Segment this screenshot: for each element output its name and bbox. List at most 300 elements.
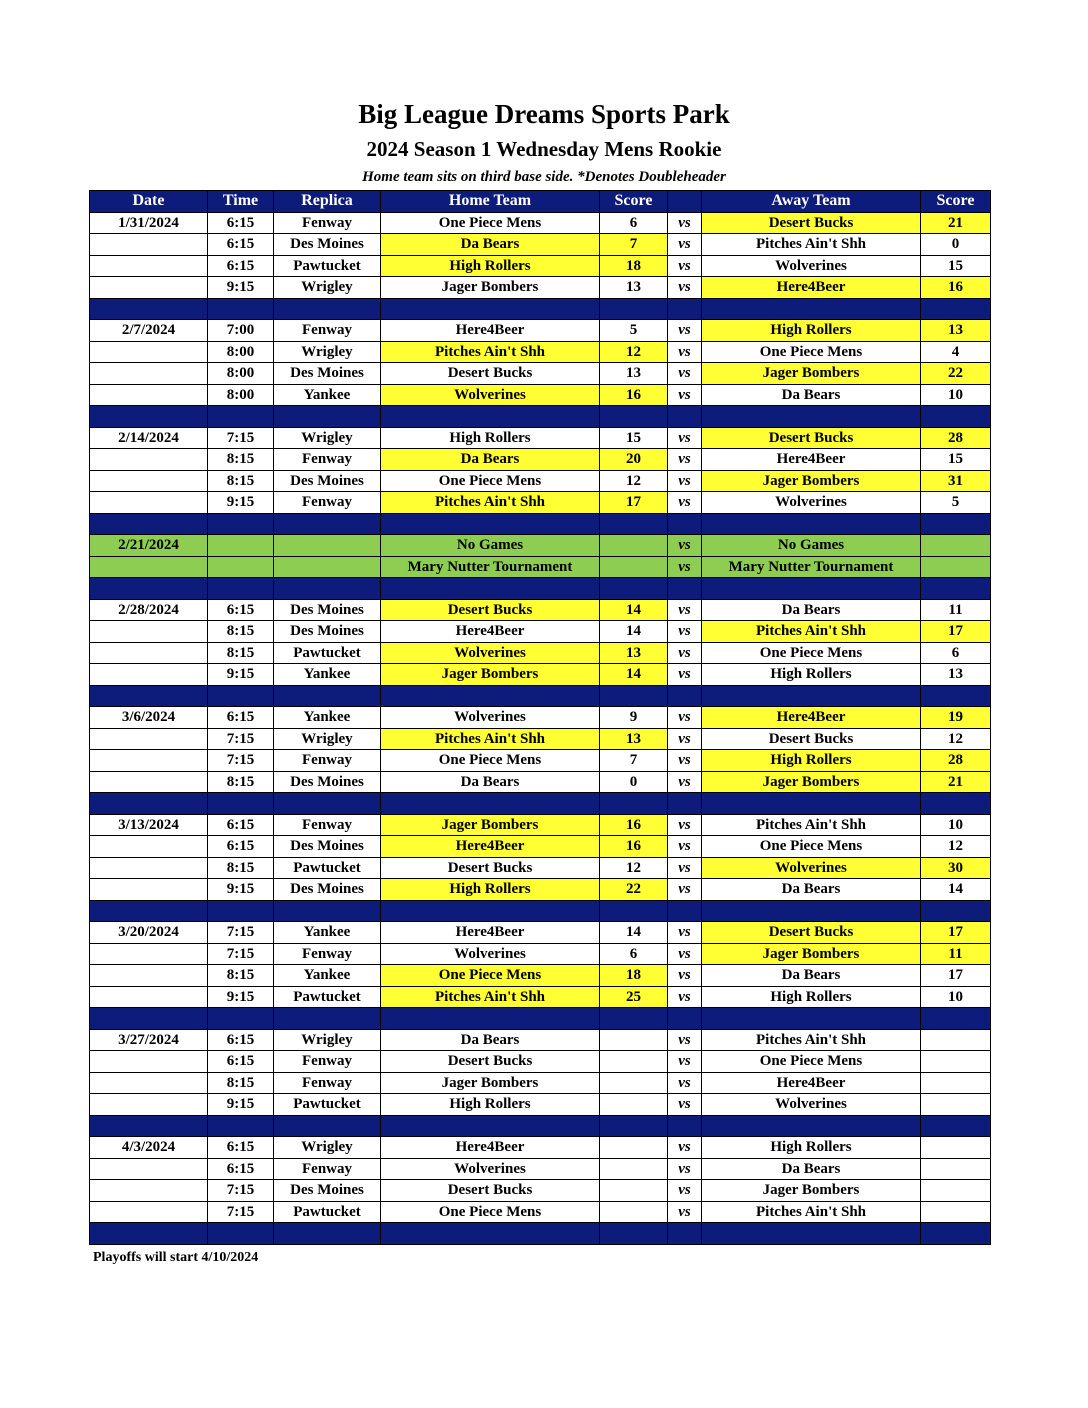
- away-team: High Rollers: [702, 664, 921, 686]
- away-score: [921, 1029, 991, 1051]
- game-row: [90, 384, 991, 406]
- game-time: 7:15: [208, 922, 274, 944]
- game-date: [90, 836, 208, 858]
- separator-cell: [274, 578, 381, 600]
- home-team: Pitches Ain't Shh: [381, 986, 600, 1008]
- away-team: Jager Bombers: [702, 1180, 921, 1202]
- home-team: Jager Bombers: [381, 664, 600, 686]
- home-team: Wolverines: [381, 943, 600, 965]
- away-score: 17: [921, 621, 991, 643]
- away-team: Desert Bucks: [702, 212, 921, 234]
- home-team: Here4Beer: [381, 1137, 600, 1159]
- vs-label: vs: [668, 599, 702, 621]
- game-field: Des Moines: [274, 470, 381, 492]
- col-time: Time: [208, 191, 274, 213]
- game-date: [90, 384, 208, 406]
- away-score: 21: [921, 771, 991, 793]
- vs-label: vs: [668, 427, 702, 449]
- game-field: Des Moines: [274, 879, 381, 901]
- away-team: Da Bears: [702, 599, 921, 621]
- game-time: 6:15: [208, 814, 274, 836]
- separator-cell: [600, 1115, 668, 1137]
- game-row: [90, 234, 991, 256]
- game-time: 9:15: [208, 986, 274, 1008]
- home-score: 7: [600, 234, 668, 256]
- away-score: [921, 1158, 991, 1180]
- home-team: Wolverines: [381, 1158, 600, 1180]
- home-team: One Piece Mens: [381, 750, 600, 772]
- game-row: [90, 707, 991, 729]
- separator-cell: [921, 298, 991, 320]
- vs-label: vs: [668, 642, 702, 664]
- home-team: Pitches Ain't Shh: [381, 728, 600, 750]
- separator-cell: [921, 406, 991, 428]
- game-date: [90, 943, 208, 965]
- game-row: [90, 212, 991, 234]
- away-team: Pitches Ain't Shh: [702, 1201, 921, 1223]
- separator-cell: [381, 1223, 600, 1245]
- away-team: One Piece Mens: [702, 341, 921, 363]
- home-score: 6: [600, 212, 668, 234]
- game-date: 2/14/2024: [90, 427, 208, 449]
- home-score: 18: [600, 255, 668, 277]
- separator-cell: [274, 793, 381, 815]
- away-score: 11: [921, 943, 991, 965]
- game-date: [90, 234, 208, 256]
- vs-label: vs: [668, 470, 702, 492]
- separator-cell: [702, 1223, 921, 1245]
- away-team: Desert Bucks: [702, 427, 921, 449]
- away-score: 6: [921, 642, 991, 664]
- col-date: Date: [90, 191, 208, 213]
- game-row: [90, 277, 991, 299]
- away-score: 12: [921, 836, 991, 858]
- game-time: [208, 535, 274, 557]
- separator-cell: [668, 513, 702, 535]
- game-field: [274, 556, 381, 578]
- vs-label: vs: [668, 1051, 702, 1073]
- separator-cell: [600, 1223, 668, 1245]
- game-row: [90, 750, 991, 772]
- no-games-row: [90, 556, 991, 578]
- game-time: 9:15: [208, 492, 274, 514]
- game-row: [90, 470, 991, 492]
- game-row: [90, 986, 991, 1008]
- game-field: Fenway: [274, 943, 381, 965]
- away-team: Desert Bucks: [702, 728, 921, 750]
- home-team: Da Bears: [381, 449, 600, 471]
- away-team: One Piece Mens: [702, 1051, 921, 1073]
- separator-cell: [90, 1115, 208, 1137]
- no-games-row: [90, 535, 991, 557]
- home-team: Wolverines: [381, 642, 600, 664]
- game-field: [274, 535, 381, 557]
- away-score: 10: [921, 814, 991, 836]
- separator-cell: [208, 298, 274, 320]
- separator-cell: [274, 406, 381, 428]
- game-field: Fenway: [274, 1158, 381, 1180]
- separator-cell: [668, 1008, 702, 1030]
- separator-cell: [702, 1008, 921, 1030]
- game-row: [90, 492, 991, 514]
- game-date: [90, 255, 208, 277]
- game-date: [90, 492, 208, 514]
- game-time: 6:15: [208, 255, 274, 277]
- vs-label: vs: [668, 728, 702, 750]
- separator-cell: [208, 1223, 274, 1245]
- home-score: 12: [600, 341, 668, 363]
- game-row: [90, 427, 991, 449]
- away-team: Pitches Ain't Shh: [702, 1029, 921, 1051]
- away-score: 4: [921, 341, 991, 363]
- game-field: Pawtucket: [274, 642, 381, 664]
- away-team: Wolverines: [702, 857, 921, 879]
- game-time: 7:15: [208, 1201, 274, 1223]
- home-score: 6: [600, 943, 668, 965]
- week-separator: [90, 406, 991, 428]
- separator-cell: [274, 1115, 381, 1137]
- separator-cell: [274, 298, 381, 320]
- game-date: 2/28/2024: [90, 599, 208, 621]
- away-score: 13: [921, 664, 991, 686]
- away-team: High Rollers: [702, 750, 921, 772]
- separator-cell: [921, 685, 991, 707]
- home-team: Wolverines: [381, 707, 600, 729]
- away-team: Jager Bombers: [702, 771, 921, 793]
- home-team: Here4Beer: [381, 836, 600, 858]
- away-team: Here4Beer: [702, 449, 921, 471]
- separator-cell: [381, 1008, 600, 1030]
- away-team: Jager Bombers: [702, 943, 921, 965]
- home-team: Here4Beer: [381, 320, 600, 342]
- home-team: High Rollers: [381, 879, 600, 901]
- home-score: 25: [600, 986, 668, 1008]
- away-team: Jager Bombers: [702, 363, 921, 385]
- home-team: Da Bears: [381, 771, 600, 793]
- game-field: Fenway: [274, 1072, 381, 1094]
- game-date: [90, 664, 208, 686]
- game-date: [90, 449, 208, 471]
- game-date: 2/7/2024: [90, 320, 208, 342]
- separator-cell: [208, 406, 274, 428]
- away-score: 15: [921, 255, 991, 277]
- home-team: Pitches Ain't Shh: [381, 492, 600, 514]
- game-time: [208, 556, 274, 578]
- away-team: Pitches Ain't Shh: [702, 814, 921, 836]
- game-time: 6:15: [208, 1051, 274, 1073]
- home-score: 16: [600, 384, 668, 406]
- game-field: Yankee: [274, 664, 381, 686]
- vs-label: vs: [668, 814, 702, 836]
- col-vs: [668, 191, 702, 213]
- vs-label: vs: [668, 1137, 702, 1159]
- away-score: 12: [921, 728, 991, 750]
- vs-label: vs: [668, 234, 702, 256]
- away-team: Wolverines: [702, 492, 921, 514]
- away-score: [921, 1094, 991, 1116]
- separator-cell: [600, 685, 668, 707]
- separator-cell: [90, 406, 208, 428]
- separator-cell: [702, 900, 921, 922]
- home-score: [600, 1137, 668, 1159]
- separator-cell: [208, 1115, 274, 1137]
- home-score: 13: [600, 728, 668, 750]
- game-time: 8:15: [208, 470, 274, 492]
- game-row: [90, 1201, 991, 1223]
- home-score: 12: [600, 857, 668, 879]
- away-score: 28: [921, 750, 991, 772]
- game-field: Des Moines: [274, 836, 381, 858]
- home-team: Da Bears: [381, 1029, 600, 1051]
- week-separator: [90, 578, 991, 600]
- game-row: [90, 771, 991, 793]
- separator-cell: [90, 578, 208, 600]
- home-score: 20: [600, 449, 668, 471]
- home-team: Desert Bucks: [381, 857, 600, 879]
- home-team: One Piece Mens: [381, 470, 600, 492]
- game-row: [90, 728, 991, 750]
- home-score: [600, 1029, 668, 1051]
- home-score: 12: [600, 470, 668, 492]
- separator-cell: [208, 513, 274, 535]
- vs-label: vs: [668, 255, 702, 277]
- game-time: 8:15: [208, 857, 274, 879]
- separator-cell: [921, 1115, 991, 1137]
- game-time: 7:00: [208, 320, 274, 342]
- game-date: [90, 621, 208, 643]
- game-field: Fenway: [274, 449, 381, 471]
- home-team: Jager Bombers: [381, 277, 600, 299]
- game-row: [90, 879, 991, 901]
- game-field: Wrigley: [274, 427, 381, 449]
- away-score: [921, 1072, 991, 1094]
- game-date: [90, 986, 208, 1008]
- game-field: Fenway: [274, 492, 381, 514]
- vs-label: vs: [668, 363, 702, 385]
- game-field: Pawtucket: [274, 1094, 381, 1116]
- vs-label: vs: [668, 449, 702, 471]
- separator-cell: [381, 1115, 600, 1137]
- vs-label: vs: [668, 212, 702, 234]
- game-time: 8:15: [208, 449, 274, 471]
- separator-cell: [381, 793, 600, 815]
- away-team: Here4Beer: [702, 707, 921, 729]
- separator-cell: [600, 513, 668, 535]
- page-title: Big League Dreams Sports Park: [358, 99, 730, 129]
- away-score: 11: [921, 599, 991, 621]
- away-score: 30: [921, 857, 991, 879]
- home-team: Da Bears: [381, 234, 600, 256]
- col-away-score: Score: [921, 191, 991, 213]
- home-score: 14: [600, 599, 668, 621]
- week-separator: [90, 900, 991, 922]
- game-time: 7:15: [208, 750, 274, 772]
- away-team: Here4Beer: [702, 277, 921, 299]
- vs-label: vs: [668, 965, 702, 987]
- home-team: Desert Bucks: [381, 1180, 600, 1202]
- separator-cell: [921, 513, 991, 535]
- vs-label: vs: [668, 1180, 702, 1202]
- game-row: [90, 836, 991, 858]
- game-date: [90, 1201, 208, 1223]
- game-row: [90, 1137, 991, 1159]
- separator-cell: [381, 685, 600, 707]
- vs-label: vs: [668, 1029, 702, 1051]
- game-row: [90, 1051, 991, 1073]
- away-score: 15: [921, 449, 991, 471]
- vs-label: vs: [668, 1094, 702, 1116]
- separator-cell: [702, 1115, 921, 1137]
- vs-label: vs: [668, 535, 702, 557]
- game-row: [90, 363, 991, 385]
- separator-cell: [921, 1008, 991, 1030]
- home-team: Desert Bucks: [381, 599, 600, 621]
- away-team: Da Bears: [702, 879, 921, 901]
- game-row: [90, 1072, 991, 1094]
- separator-cell: [668, 1223, 702, 1245]
- home-score: 16: [600, 836, 668, 858]
- home-team: Wolverines: [381, 384, 600, 406]
- home-team: No Games: [381, 535, 600, 557]
- home-team: High Rollers: [381, 427, 600, 449]
- week-separator: [90, 685, 991, 707]
- away-team: High Rollers: [702, 320, 921, 342]
- separator-cell: [208, 685, 274, 707]
- away-team: Jager Bombers: [702, 470, 921, 492]
- away-score: [921, 1051, 991, 1073]
- game-date: 4/3/2024: [90, 1137, 208, 1159]
- separator-cell: [208, 578, 274, 600]
- game-time: 7:15: [208, 728, 274, 750]
- game-time: 8:00: [208, 384, 274, 406]
- col-replica: Replica: [274, 191, 381, 213]
- away-team: High Rollers: [702, 986, 921, 1008]
- col-away-team: Away Team: [702, 191, 921, 213]
- game-date: [90, 1180, 208, 1202]
- home-team: Desert Bucks: [381, 1051, 600, 1073]
- game-row: [90, 857, 991, 879]
- home-score: [600, 1201, 668, 1223]
- game-date: [90, 1158, 208, 1180]
- game-date: 3/13/2024: [90, 814, 208, 836]
- header-row: [90, 191, 991, 213]
- game-field: Fenway: [274, 212, 381, 234]
- home-team: Here4Beer: [381, 621, 600, 643]
- game-field: Fenway: [274, 320, 381, 342]
- game-time: 7:15: [208, 427, 274, 449]
- game-field: Des Moines: [274, 771, 381, 793]
- away-score: 0: [921, 234, 991, 256]
- separator-cell: [90, 298, 208, 320]
- home-score: 7: [600, 750, 668, 772]
- game-field: Des Moines: [274, 599, 381, 621]
- vs-label: vs: [668, 857, 702, 879]
- game-time: 8:00: [208, 341, 274, 363]
- game-date: 1/31/2024: [90, 212, 208, 234]
- game-time: 9:15: [208, 664, 274, 686]
- away-team: Here4Beer: [702, 1072, 921, 1094]
- week-separator: [90, 1115, 991, 1137]
- separator-cell: [668, 685, 702, 707]
- schedule-body: [90, 212, 991, 1244]
- separator-cell: [668, 578, 702, 600]
- col-home-team: Home Team: [381, 191, 600, 213]
- game-field: Wrigley: [274, 341, 381, 363]
- separator-cell: [381, 298, 600, 320]
- home-score: 0: [600, 771, 668, 793]
- vs-label: vs: [668, 836, 702, 858]
- home-score: 22: [600, 879, 668, 901]
- game-row: [90, 255, 991, 277]
- game-row: [90, 599, 991, 621]
- game-date: [90, 363, 208, 385]
- vs-label: vs: [668, 879, 702, 901]
- separator-cell: [274, 513, 381, 535]
- separator-cell: [274, 1008, 381, 1030]
- game-field: Fenway: [274, 814, 381, 836]
- away-score: 28: [921, 427, 991, 449]
- away-score: 16: [921, 277, 991, 299]
- away-score: 31: [921, 470, 991, 492]
- home-team: Desert Bucks: [381, 363, 600, 385]
- home-score: [600, 1158, 668, 1180]
- game-field: Des Moines: [274, 621, 381, 643]
- separator-cell: [600, 578, 668, 600]
- away-score: 13: [921, 320, 991, 342]
- separator-cell: [381, 513, 600, 535]
- vs-label: vs: [668, 664, 702, 686]
- vs-label: vs: [668, 1158, 702, 1180]
- week-separator: [90, 793, 991, 815]
- vs-label: vs: [668, 320, 702, 342]
- game-date: [90, 277, 208, 299]
- separator-cell: [381, 578, 600, 600]
- game-row: [90, 1158, 991, 1180]
- vs-label: vs: [668, 556, 702, 578]
- separator-cell: [702, 298, 921, 320]
- vs-label: vs: [668, 1072, 702, 1094]
- game-time: 8:00: [208, 363, 274, 385]
- game-field: Des Moines: [274, 1180, 381, 1202]
- game-field: Yankee: [274, 707, 381, 729]
- separator-cell: [208, 900, 274, 922]
- vs-label: vs: [668, 341, 702, 363]
- game-date: [90, 1094, 208, 1116]
- game-field: Des Moines: [274, 234, 381, 256]
- game-date: [90, 556, 208, 578]
- home-team: Jager Bombers: [381, 1072, 600, 1094]
- away-team: One Piece Mens: [702, 836, 921, 858]
- game-field: Wrigley: [274, 1029, 381, 1051]
- game-time: 7:15: [208, 943, 274, 965]
- separator-cell: [600, 900, 668, 922]
- game-time: 6:15: [208, 1137, 274, 1159]
- game-date: [90, 879, 208, 901]
- separator-cell: [208, 793, 274, 815]
- home-score: 18: [600, 965, 668, 987]
- page-subtitle: 2024 Season 1 Wednesday Mens Rookie: [366, 137, 722, 161]
- home-score: [600, 556, 668, 578]
- game-field: Yankee: [274, 922, 381, 944]
- game-field: Wrigley: [274, 1137, 381, 1159]
- game-row: [90, 1094, 991, 1116]
- game-row: [90, 965, 991, 987]
- home-score: 15: [600, 427, 668, 449]
- home-team: Here4Beer: [381, 922, 600, 944]
- away-score: 10: [921, 384, 991, 406]
- game-time: 6:15: [208, 707, 274, 729]
- game-date: 3/27/2024: [90, 1029, 208, 1051]
